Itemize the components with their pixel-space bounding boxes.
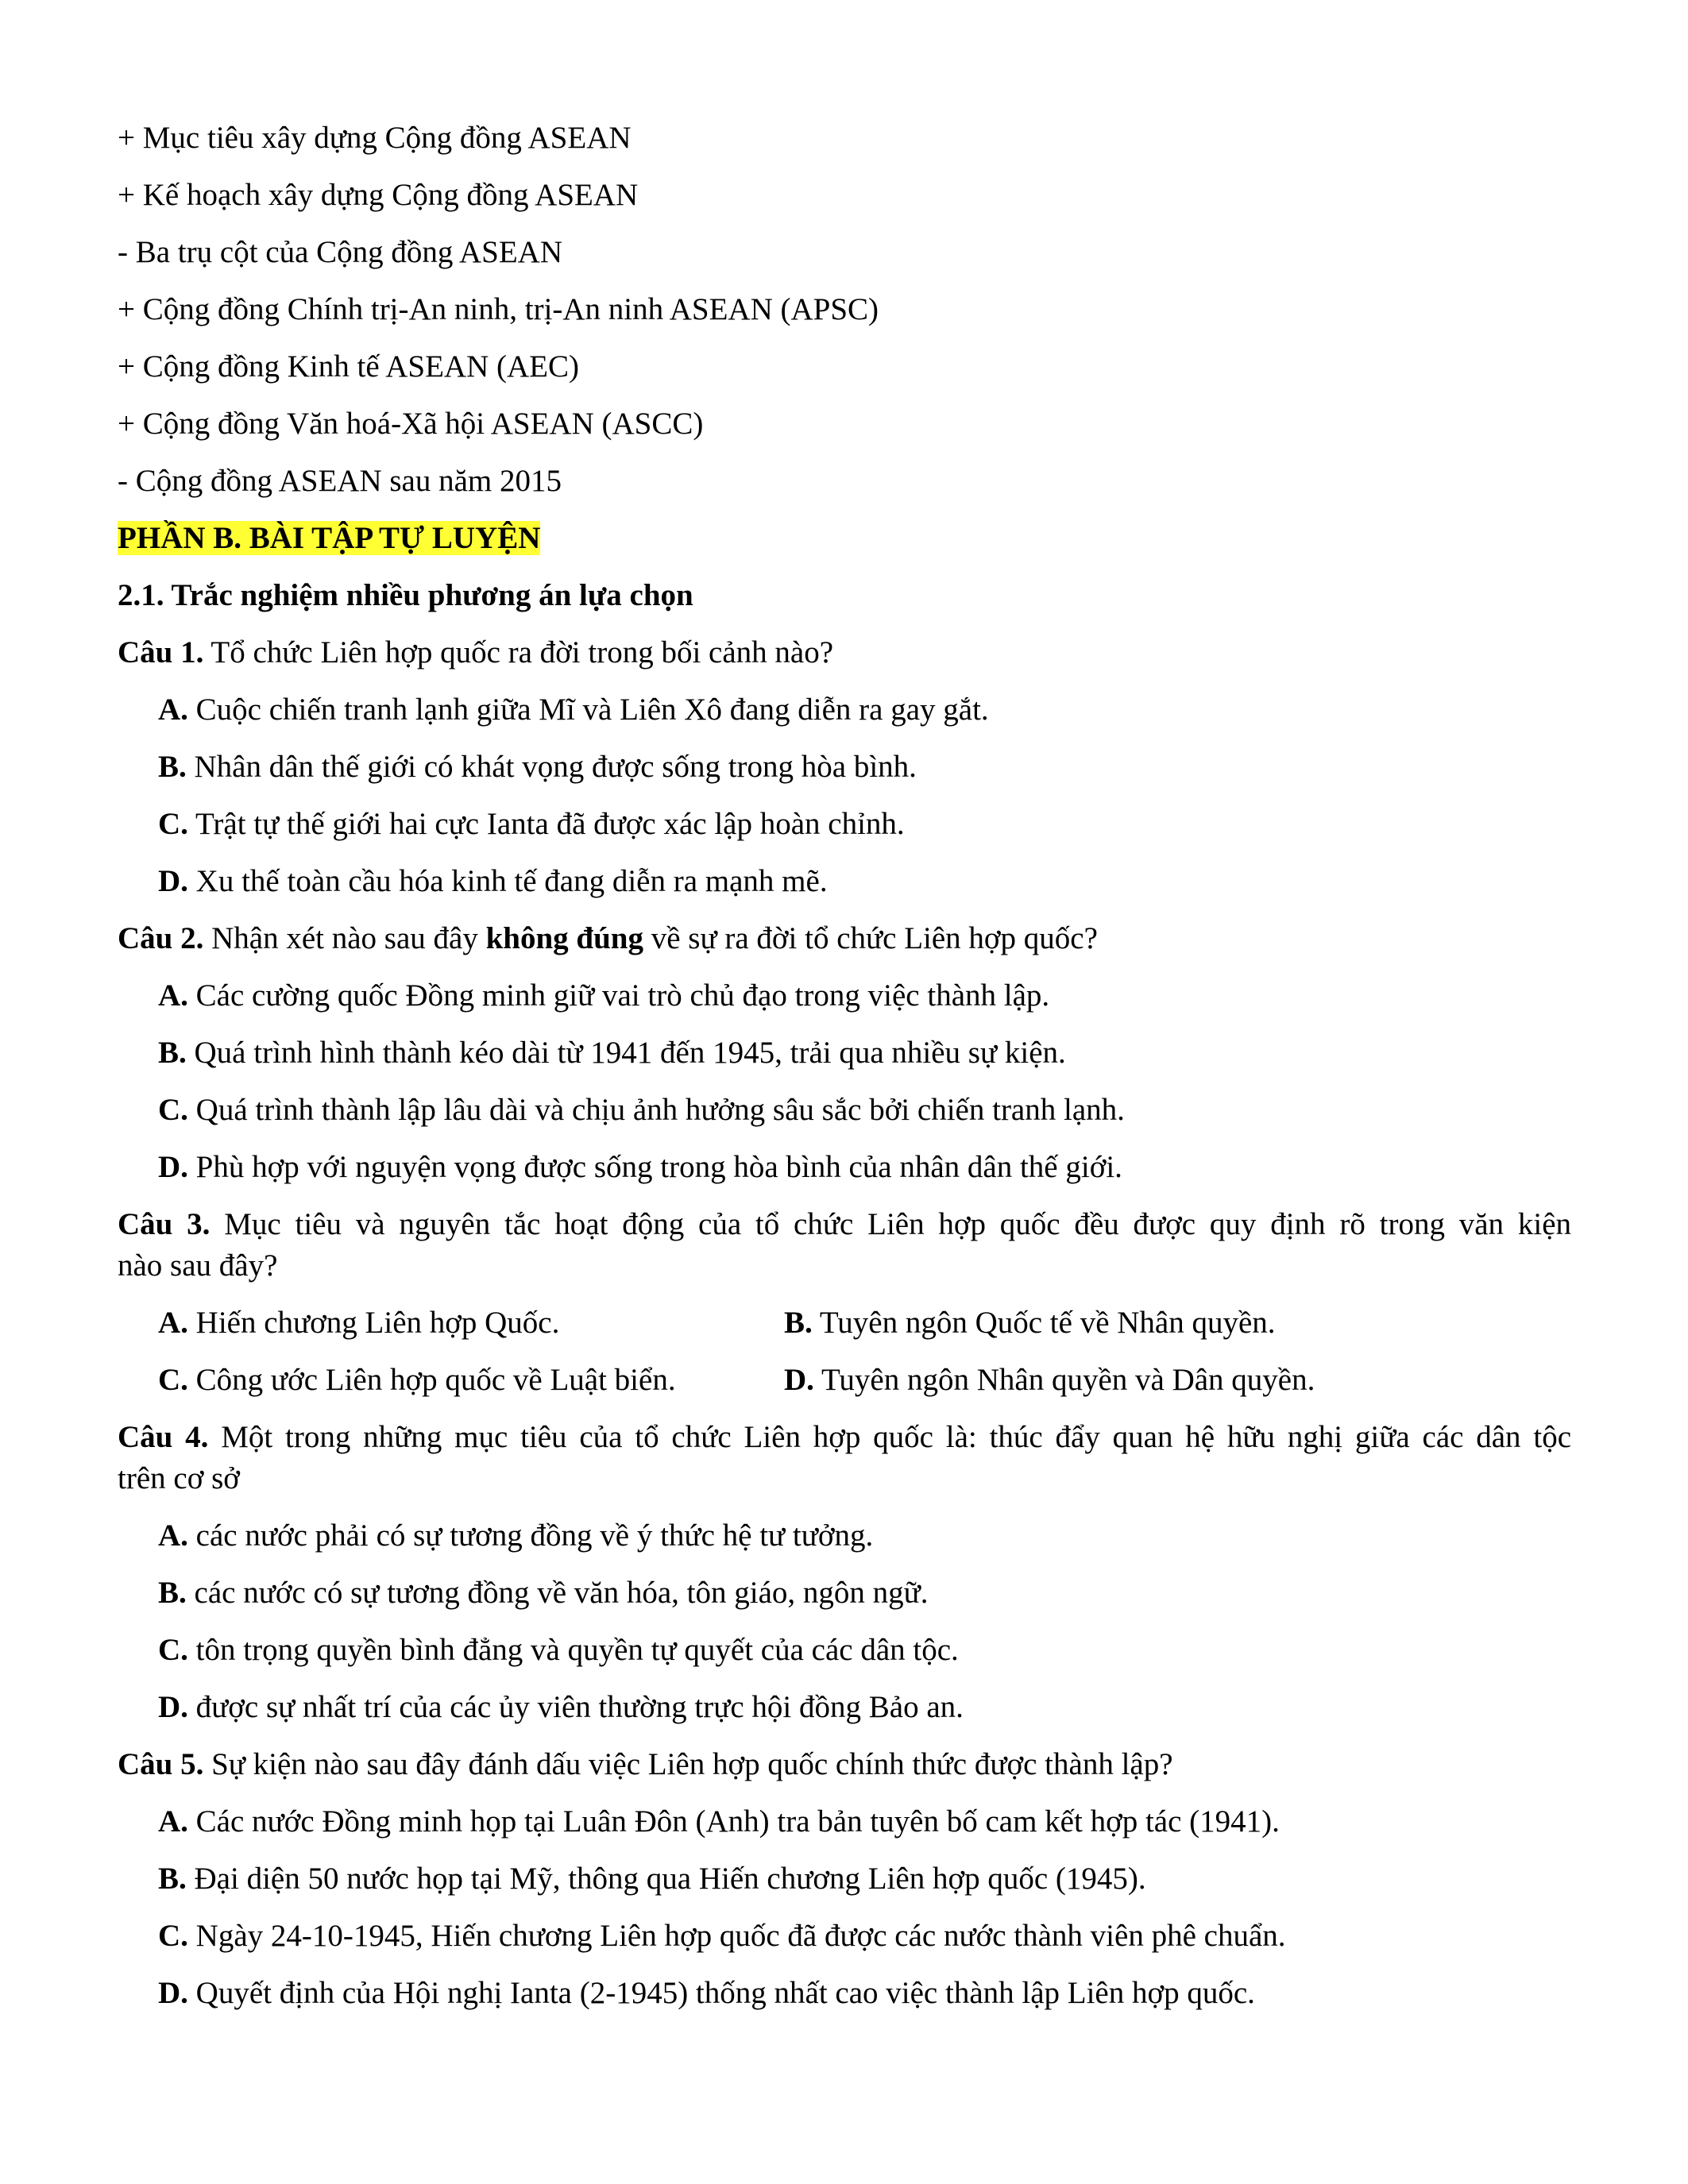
- question-text: Sự kiện nào sau đây đánh dấu việc Liên hợp quốc chính thức được thành lập?: [211, 1747, 1173, 1781]
- question-text: Mục tiêu và nguyên tắc hoạt động của tổ chức Liên hợp quốc đều được quy định rõ trong văn kiện: [224, 1207, 1572, 1241]
- option-key: C.: [158, 1363, 188, 1397]
- option-text: Đại diện 50 nước họp tại Mỹ, thông qua Hiến chương Liên hợp quốc (1945).: [194, 1862, 1146, 1896]
- intro-line: - Ba trụ cột của Cộng đồng ASEAN: [118, 235, 563, 269]
- option-key: C.: [158, 1093, 188, 1127]
- option-b: [118, 1032, 1571, 1090]
- option-text: Nhân dân thế giới có khát vọng được sống trong hòa bình.: [194, 750, 917, 784]
- section-heading: [118, 518, 1571, 575]
- question-1: [118, 632, 1571, 689]
- option-text: Quá trình thành lập lâu dài và chịu ảnh hưởng sâu sắc bởi chiến tranh lạnh.: [195, 1093, 1125, 1127]
- option-text: Công ước Liên hợp quốc về Luật biển.: [195, 1363, 676, 1397]
- option-key: A.: [158, 978, 188, 1013]
- option-text: Các cường quốc Đồng minh giữ vai trò chủ đạo trong việc thành lập.: [195, 978, 1050, 1013]
- question-label: Câu 4.: [118, 1420, 209, 1454]
- option-c: [118, 1090, 1571, 1147]
- option-key: D.: [158, 1690, 188, 1724]
- question-3-continued: [118, 1245, 1571, 1302]
- option-text: Quyết định của Hội nghị Ianta (2-1945) thống nhất cao việc thành lập Liên hợp quốc.: [195, 1976, 1255, 2010]
- option-key: A.: [158, 1306, 188, 1340]
- intro-line: + Cộng đồng Kinh tế ASEAN (AEC): [118, 349, 579, 384]
- option-text: được sự nhất trí của các ủy viên thường trực hội đồng Bảo an.: [195, 1690, 964, 1724]
- option-row: [118, 1302, 1571, 1360]
- option-key: B.: [158, 1036, 187, 1070]
- option-key: D.: [784, 1363, 814, 1397]
- option-d: [118, 1973, 1571, 2030]
- option-b: [118, 747, 1571, 804]
- option-d: [118, 861, 1571, 918]
- option-key: A.: [158, 693, 188, 727]
- question-label: Câu 1.: [118, 635, 204, 669]
- option-key: C.: [158, 1633, 188, 1667]
- option-a: [118, 975, 1571, 1032]
- option-a: [118, 1801, 1571, 1858]
- option-b: [118, 1858, 1571, 1916]
- option-b: [784, 1302, 1571, 1360]
- option-key: D.: [158, 864, 188, 898]
- document-page: [118, 118, 1571, 2030]
- option-key: B.: [158, 1576, 187, 1610]
- question-text: Tổ chức Liên hợp quốc ra đời trong bối cảnh nào?: [211, 635, 834, 669]
- option-text: Hiến chương Liên hợp Quốc.: [195, 1306, 560, 1340]
- option-c: [118, 1916, 1571, 1973]
- question-4: [118, 1409, 1571, 1466]
- option-c: [118, 1630, 1571, 1687]
- section-title: PHẦN B. BÀI TẬP TỰ LUYỆN: [118, 521, 541, 555]
- option-text: các nước phải có sự tương đồng về ý thức hệ tư tưởng.: [195, 1518, 874, 1553]
- option-key: D.: [158, 1150, 188, 1184]
- option-text: Cuộc chiến tranh lạnh giữa Mĩ và Liên Xô đang diễn ra gay gắt.: [195, 693, 989, 727]
- intro-line: + Mục tiêu xây dựng Cộng đồng ASEAN: [118, 121, 632, 155]
- option-a: [158, 1302, 784, 1360]
- question-label: Câu 2.: [118, 921, 204, 955]
- option-key: A.: [158, 1518, 188, 1553]
- intro-line: - Cộng đồng ASEAN sau năm 2015: [118, 464, 562, 498]
- option-text: tôn trọng quyền bình đẳng và quyền tự quyết của các dân tộc.: [195, 1633, 959, 1667]
- option-text: Tuyên ngôn Nhân quyền và Dân quyền.: [821, 1363, 1315, 1397]
- question-text: nào sau đây?: [118, 1248, 278, 1283]
- question-emphasis: không đúng: [485, 921, 643, 955]
- question-3: [118, 1196, 1571, 1253]
- question-2: [118, 918, 1571, 975]
- question-label: Câu 3.: [118, 1207, 211, 1241]
- intro-line: + Cộng đồng Văn hoá-Xã hội ASEAN (ASCC): [118, 407, 704, 441]
- option-text: Tuyên ngôn Quốc tế về Nhân quyền.: [819, 1306, 1276, 1340]
- option-a: [118, 689, 1571, 747]
- option-key: B.: [158, 750, 187, 784]
- subsection-heading: [118, 575, 1571, 632]
- option-c: [118, 804, 1571, 861]
- question-text: về sự ra đời tổ chức Liên hợp quốc?: [651, 921, 1098, 955]
- option-b: [118, 1572, 1571, 1630]
- option-key: C.: [158, 807, 188, 841]
- question-5: [118, 1744, 1571, 1801]
- option-text: các nước có sự tương đồng về văn hóa, tôn giáo, ngôn ngữ.: [194, 1576, 929, 1610]
- option-a: [118, 1515, 1571, 1572]
- question-4-continued: [118, 1458, 1571, 1515]
- question-text: Nhận xét nào sau đây: [211, 921, 478, 955]
- option-key: B.: [158, 1862, 187, 1896]
- option-text: Phù hợp với nguyện vọng được sống trong hòa bình của nhân dân thế giới.: [195, 1150, 1122, 1184]
- option-key: D.: [158, 1976, 188, 2010]
- option-key: B.: [784, 1306, 813, 1340]
- option-text: Quá trình hình thành kéo dài từ 1941 đến 1945, trải qua nhiều sự kiện.: [194, 1036, 1066, 1070]
- option-key: C.: [158, 1919, 188, 1953]
- intro-line: + Cộng đồng Chính trị-An ninh, trị-An ninh ASEAN (APSC): [118, 292, 879, 326]
- subsection-title: 2.1. Trắc nghiệm nhiều phương án lựa chọn: [118, 578, 693, 612]
- option-text: Các nước Đồng minh họp tại Luân Đôn (Anh) tra bản tuyên bố cam kết hợp tác (1941).: [195, 1804, 1280, 1839]
- option-d: [118, 1687, 1571, 1744]
- question-text: trên cơ sở: [118, 1461, 240, 1495]
- question-text: Một trong những mục tiêu của tổ chức Liên hợp quốc là: thúc đẩy quan hệ hữu nghị giữa các dân tộc: [221, 1420, 1572, 1454]
- option-text: Ngày 24-10-1945, Hiến chương Liên hợp quốc đã được các nước thành viên phê chuẩn.: [195, 1919, 1286, 1953]
- intro-line: + Kế hoạch xây dựng Cộng đồng ASEAN: [118, 178, 639, 212]
- question-label: Câu 5.: [118, 1747, 204, 1781]
- option-key: A.: [158, 1804, 188, 1839]
- option-text: Trật tự thế giới hai cực Ianta đã được xác lập hoàn chỉnh.: [195, 807, 905, 841]
- option-text: Xu thế toàn cầu hóa kinh tế đang diễn ra mạnh mẽ.: [195, 864, 828, 898]
